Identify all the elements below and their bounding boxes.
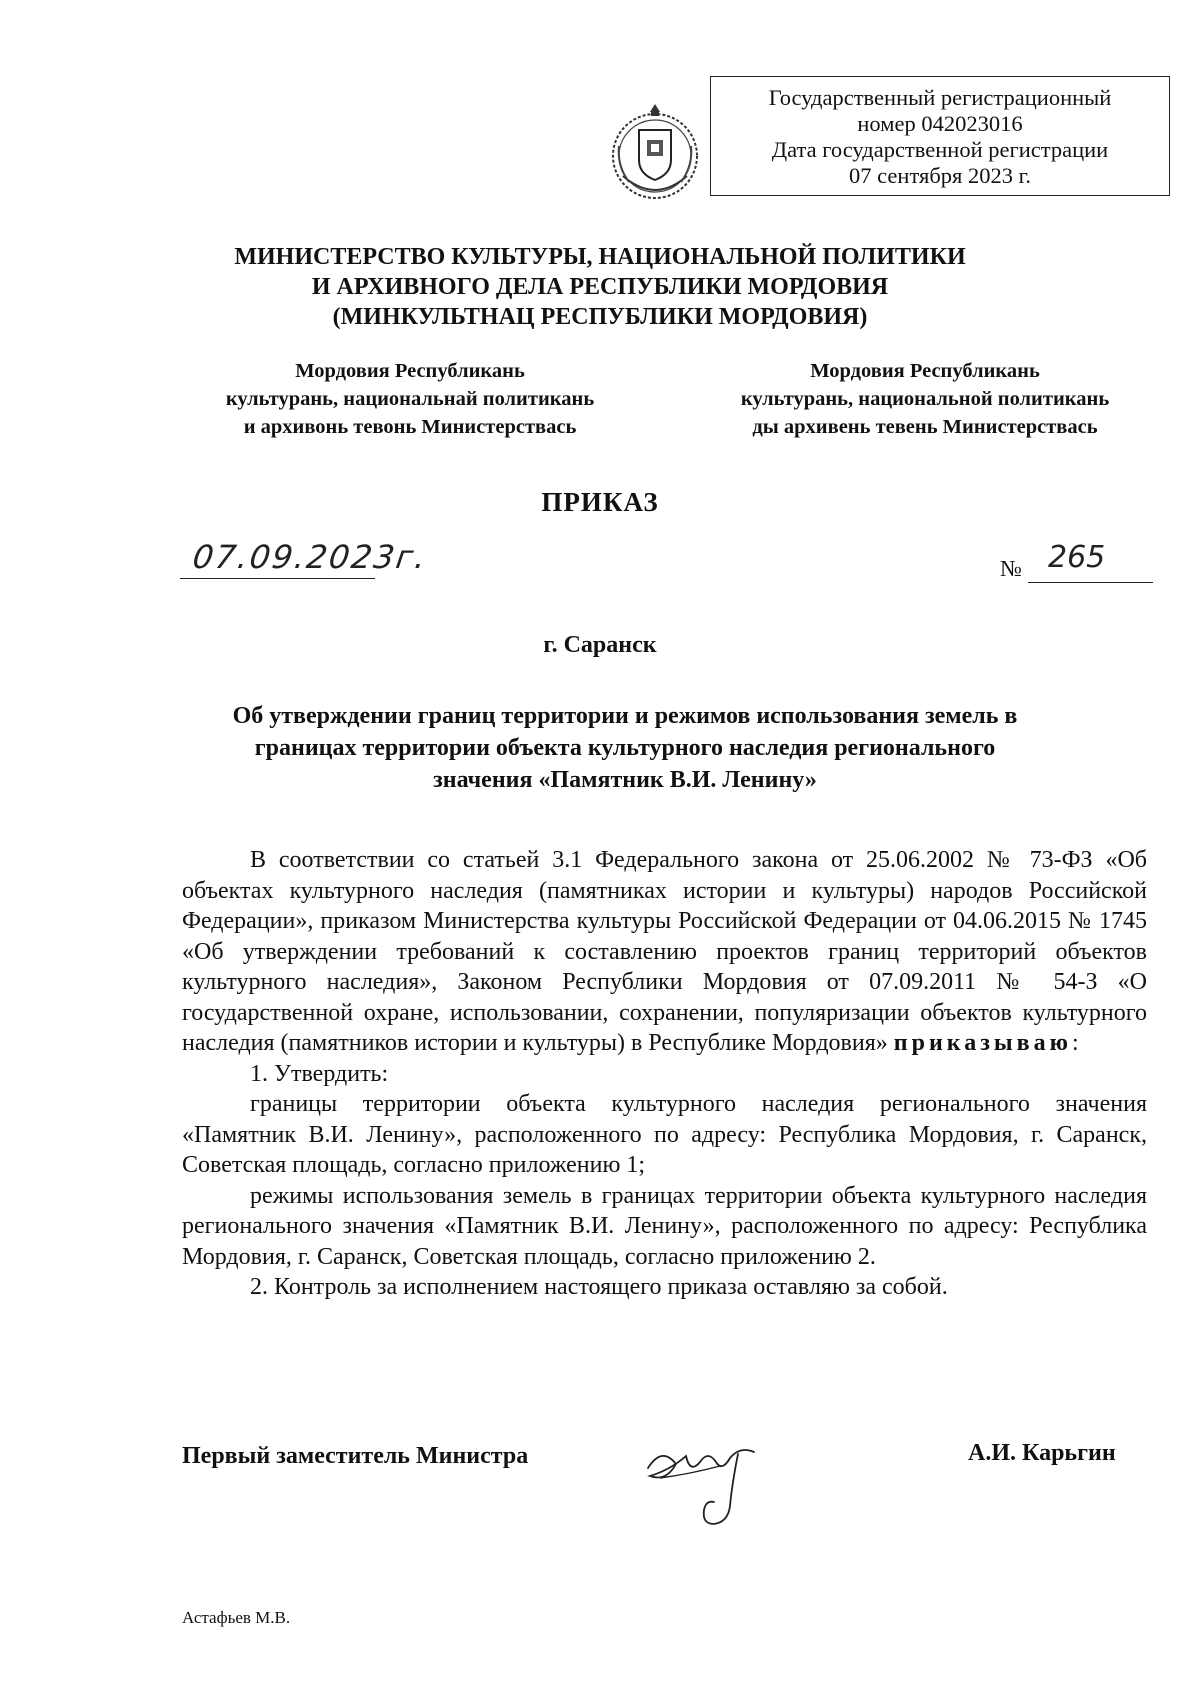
order-body — [182, 845, 1147, 1303]
ministry-header — [0, 242, 1200, 332]
registration-box — [710, 76, 1170, 196]
registration-line-1: Государственный регистрационный — [768, 85, 1112, 110]
executor-name: Астафьев М.В. — [182, 1608, 291, 1627]
erzya-line-2: культурань, национальной политикань — [740, 388, 1110, 410]
item-2-control: 2. Контроль за исполнением настоящего приказа оставляю за собой. — [250, 1274, 948, 1300]
number-underline — [1028, 582, 1153, 583]
order-number-handwritten: 265 — [1048, 540, 1106, 575]
erzya-line-1: Мордовия Республикань — [810, 360, 1040, 382]
subject-line-3: значения «Памятник В.И. Ленину» — [433, 767, 817, 793]
moksha-line-3: и архивонь тевонь Министерствась — [243, 416, 577, 438]
preamble-end: : — [1071, 1030, 1079, 1056]
registration-date: 07 сентября 2023 г. — [849, 163, 1031, 188]
order-subject — [200, 700, 1050, 796]
handwritten-signature — [640, 1428, 770, 1533]
preamble-text: В соответствии со статьей 3.1 Федерального закона от 25.06.2002 № 73-ФЗ «Об объектах культурного наследия (памятниках истории и культуры) народов Российской Федерации», приказом Министерства культуры Российской Федерации от 04.06.2015 № 1745 «Об утверждении требований к составлению проектов границ территорий объектов культурного наследия», Законом Республики Мордовия от 07.09.2011 № 54-З «О государственной охране, использовании, сохранении, популяризации объектов культурного наследия (памятников истории и культуры) в Республике Мордовия» — [182, 847, 1147, 1056]
item-1-regimes: режимы использования земель в границах территории объекта культурного наследия регионального значения «Памятник В.И. Ленину», расположенного по адресу: Республика Мордовия, г. Саранск, Советская площадь, согласно приложению 2. — [182, 1182, 1147, 1270]
signatory-position: Первый заместитель Министра — [182, 1443, 529, 1469]
ministry-line-3: (МИНКУЛЬТНАЦ РЕСПУБЛИКИ МОРДОВИЯ) — [332, 304, 868, 330]
item-1-boundaries: границы территории объекта культурного наследия регионального значения «Памятник В.И. Ленину», расположенного по адресу: Республика Мордовия, г. Саранск, Советская площадь, согласно приложению 1; — [182, 1091, 1147, 1178]
ministry-line-1: МИНИСТЕРСТВО КУЛЬТУРЫ, НАЦИОНАЛЬНОЙ ПОЛИТИКИ — [234, 244, 966, 270]
number-label: № — [1000, 556, 1022, 581]
signatory-name: А.И. Карьгин — [968, 1440, 1116, 1466]
order-keyword: приказываю — [893, 1030, 1072, 1056]
registration-number: номер 042023016 — [857, 111, 1023, 136]
coat-of-arms-icon — [605, 96, 705, 208]
order-title: ПРИКАЗ — [541, 487, 659, 517]
registration-line-3: Дата государственной регистрации — [771, 137, 1109, 162]
erzya-line-3: ды архивень тевень Министерствась — [752, 416, 1098, 438]
item-1-heading: 1. Утвердить: — [250, 1060, 389, 1087]
order-date-handwritten: 07.09.2023г. — [190, 538, 430, 576]
ministry-line-2: И АРХИВНОГО ДЕЛА РЕСПУБЛИКИ МОРДОВИЯ — [311, 274, 889, 300]
ministry-erzya-name — [690, 357, 1160, 441]
moksha-line-2: культурань, национальнай политикань — [225, 388, 595, 410]
ministry-moksha-name — [180, 357, 640, 441]
moksha-line-1: Мордовия Республикань — [295, 360, 525, 382]
date-underline — [180, 578, 375, 579]
subject-line-1: Об утверждении границ территории и режимов использования земель в — [232, 703, 1018, 729]
preamble-paragraph — [182, 845, 1147, 1059]
subject-line-2: границах территории объекта культурного наследия регионального — [254, 735, 996, 761]
city: г. Саранск — [543, 632, 657, 658]
